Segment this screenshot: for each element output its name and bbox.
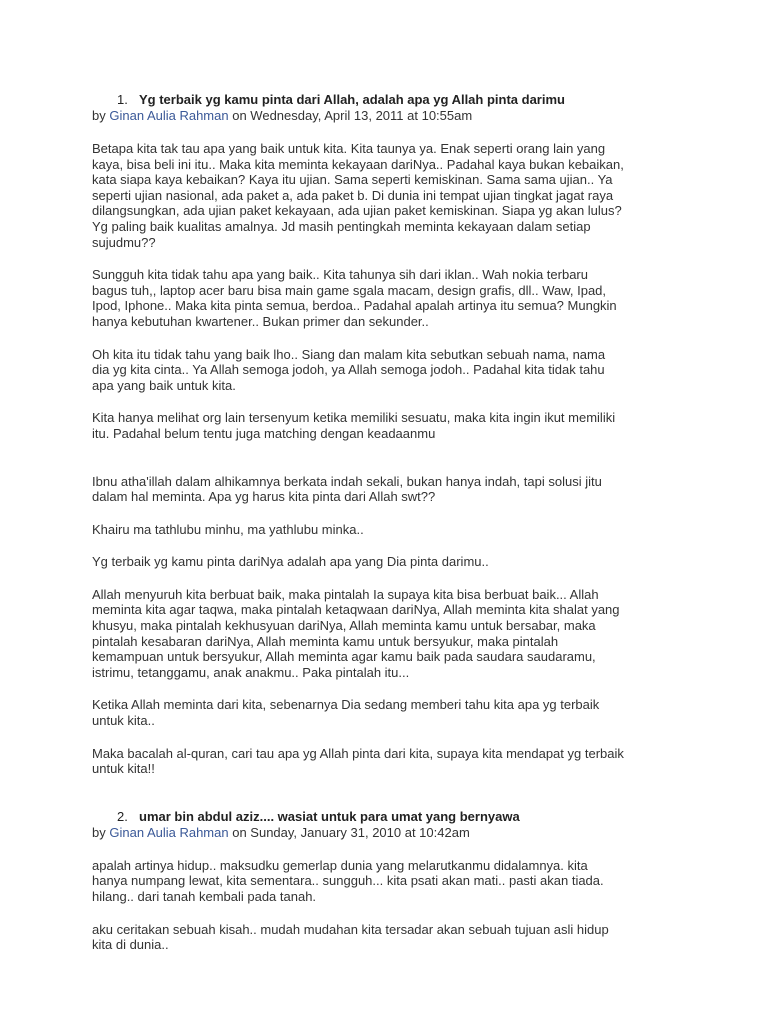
paragraph: Maka bacalah al-quran, cari tau apa yg Allah pinta dari kita, supaya kita mendapat yg terbaik untuk kita!! — [92, 745, 624, 777]
post-date: on Sunday, January 31, 2010 at 10:42am — [232, 824, 470, 840]
paragraph: Ibnu atha'illah dalam alhikamnya berkata indah sekali, bukan hanya indah, tapi solusi jitu dalam hal meminta. Apa yg harus kita pinta dari Allah swt?? — [92, 473, 602, 505]
document-page — [92, 92, 692, 953]
paragraph: aku ceritakan sebuah kisah.. mudah mudahan kita tersadar akan sebuah tujuan asli hidup kita di dunia.. — [92, 921, 609, 953]
by-label: by — [92, 108, 106, 123]
by-label: by — [92, 824, 106, 840]
list-number: 1. — [117, 92, 128, 107]
byline — [92, 108, 692, 124]
paragraph: Kita hanya melihat org lain tersenyum ketika memiliki sesuatu, maka kita ingin ikut memiliki itu. Padahal belum tentu juga matching dengan keadaanmu — [92, 410, 616, 441]
note-2 — [92, 809, 692, 953]
author-link[interactable]: Ginan Aulia Rahman — [109, 824, 229, 840]
paragraph: Ketika Allah meminta dari kita, sebenarnya Dia sedang memberi tahu kita apa yg terbaik untuk kita.. — [92, 697, 600, 729]
paragraph: Betapa kita tak tau apa yang baik untuk kita. Kita taunya ya. Enak seperti orang lain yang kaya, bisa beli ini itu.. Maka kita meminta kekayaan dariNya.. Padahal kaya bukan kebaikan, kata siapa kaya kebaikan? Kaya itu ujian. Sama seperti kemiskinan. Sama sama ujian.. Ya seperti ujian nasional, ada paket a, ada paket b. Di dunia ini tempat ujian tingkat jagat raya dilangsungkan, ada ujian paket kekayaan, ada ujian paket kemiskinan. Siapa yg akan lulus? Yg paling baik kualitas amalnya. Jd masih pentingkah meminta kekayaan dalam setiap sujudmu?? — [92, 141, 624, 250]
paragraph: Khairu ma tathlubu minhu, ma yathlubu minka.. — [92, 521, 364, 537]
author-link[interactable]: Ginan Aulia Rahman — [109, 108, 229, 123]
note-title-text: Yg terbaik yg kamu pinta dari Allah, adalah apa yg Allah pinta darimu — [139, 92, 565, 107]
paragraph: Yg terbaik yg kamu pinta dariNya adalah apa yang Dia pinta darimu.. — [92, 554, 489, 570]
paragraph: Oh kita itu tidak tahu yang baik lho.. Siang dan malam kita sebutkan sebuah nama, nama dia yg kita cinta.. Ya Allah semoga jodoh, ya Allah semoga jodoh.. Padahal kita tidak tahu apa yang baik untuk kita. — [92, 346, 606, 393]
post-date: on Wednesday, April 13, 2011 at 10:55am — [232, 108, 473, 123]
paragraph: apalah artinya hidup.. maksudku gemerlap dunia yang melarutkanmu didalamnya. kita hanya numpang lewat, kita sementara.. sungguh... kita psati akan mati.. pasti akan tiada. hilang.. dari tanah kembali pada tanah. — [92, 857, 604, 904]
note-title-text: umar bin abdul aziz.... wasiat untuk para umat yang bernyawa — [139, 808, 520, 824]
paragraph: Sungguh kita tidak tahu apa yang baik.. Kita tahunya sih dari iklan.. Wah nokia terbaru bagus tuh,, laptop acer baru bisa main game sgala macam, design grafis, dll.. Waw, Ipad, Ipod, Iphone.. Maka kita pinta semua, berdoa.. Padahal apalah artinya itu semua? Mungkin hanya kebutuhan kwartener.. Bukan primer dan sekunder.. — [92, 267, 617, 329]
paragraph: Allah menyuruh kita berbuat baik, maka pintalah Ia supaya kita bisa berbuat baik... Allah meminta kita agar taqwa, maka pintalah ketaqwaan dariNya, Allah meminta kita shalat yang khusyu, maka pintalah kekhusyuan dariNya, Allah meminta kamu untuk bersabar, maka pintalah kesabaran dariNya, Allah meminta kamu untuk bersyukur, maka pintalah kemampuan untuk bersyukur, Allah meminta agar kamu baik pada saudara saudaramu, istrimu, tetanggamu, anak anakmu.. Paka pintalah itu... — [92, 586, 620, 680]
list-number: 2. — [117, 808, 128, 824]
note-title — [92, 92, 692, 108]
note-1 — [92, 92, 692, 777]
byline — [92, 825, 692, 841]
note-title — [92, 809, 692, 825]
